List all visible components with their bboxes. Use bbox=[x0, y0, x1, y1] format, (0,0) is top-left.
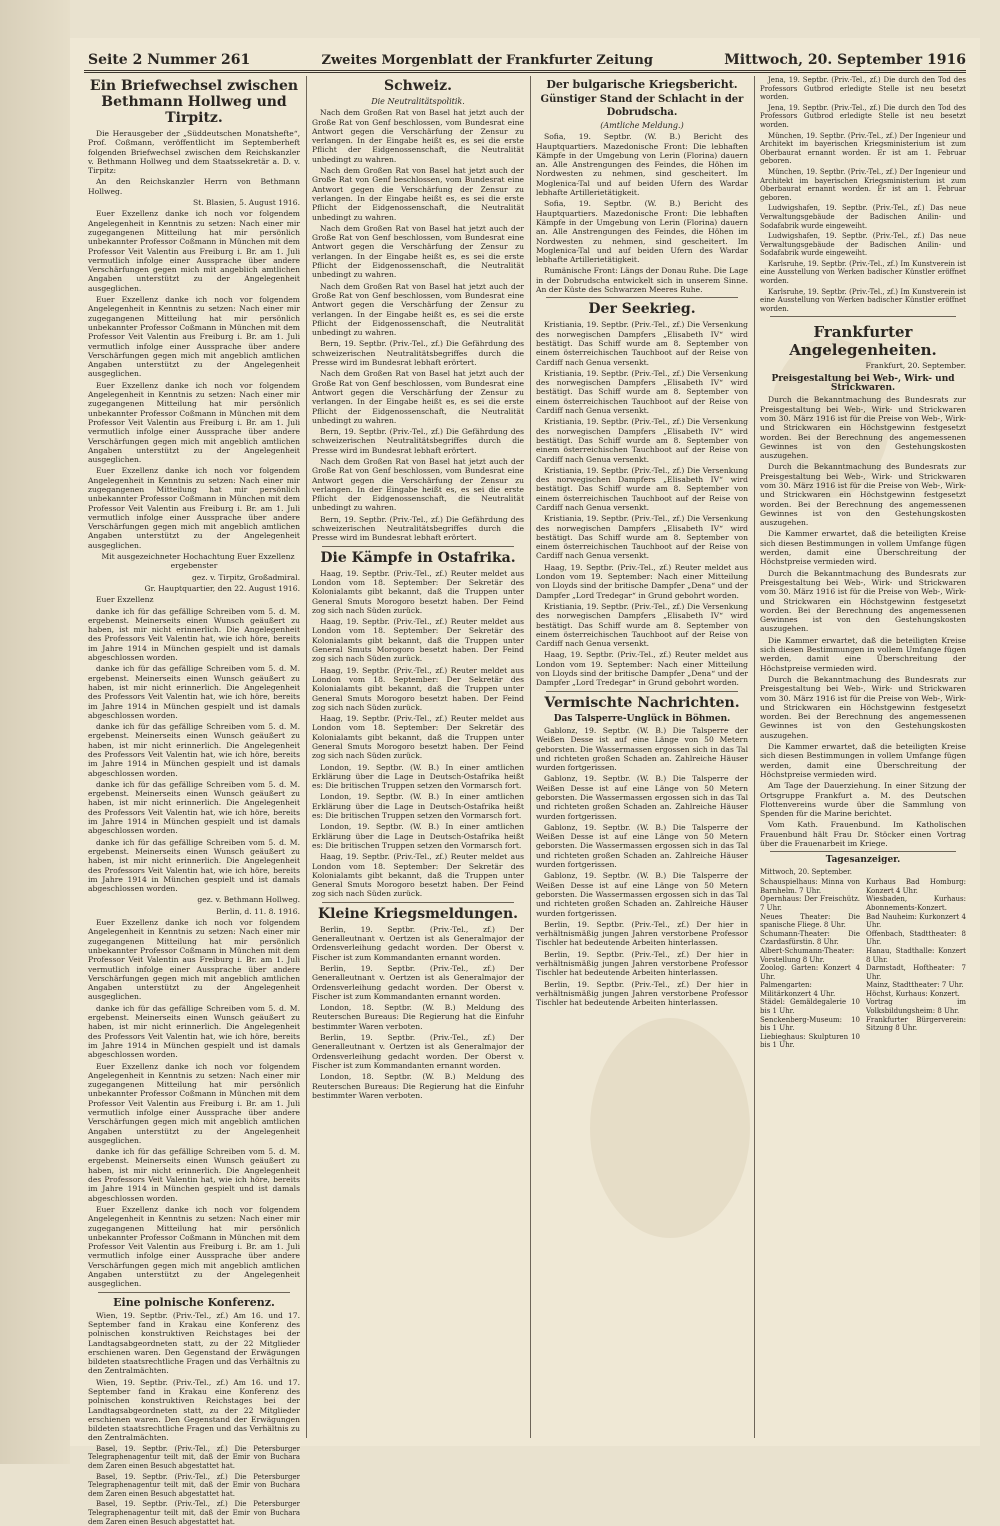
article-title: Schweiz. bbox=[384, 78, 452, 94]
article-text: danke ich für das gefällige Schreiben vom 5. d. M. ergebenst. Meinerseits einen Wunsch geäußert zu haben, ist mir nicht erinnerlich. Die Angelegenheit des Professors Veit Valentin hat, wie ich höre, bereits im Jahre 1914 in München gespielt und ist damals abgeschlossen worden. bbox=[88, 606, 300, 663]
article-text: Euer Exzellenz danke ich noch vor folgendem Angelegenheit in Kenntnis zu setzen: Nach einer mir zugegangenen Mitteilung hat mir persönlich unbekannter Professor Coßmann in München mit dem Professor Veit Valentin aus Freiburg i. Br. am 1. Juli vermutlich infolge einer Aussprache über andere Verschärfungen gegen mich mit angeblich amtlichen Angaben unterstützt zu der Angelegenheit ausgeglichen. bbox=[88, 209, 300, 293]
article-text: Ludwigshafen, 19. Septbr. (Priv.-Tel., zf.) Das neue Verwaltungsgebäude der Badischen Anilin- und Sodafabrik wurde eingeweiht. bbox=[760, 204, 966, 230]
column-rule bbox=[754, 76, 755, 1438]
article-text: London, 18. Septbr. (W. B.) Meldung des Reuterschen Bureaus: Die Regierung hat die Einfuhr bestimmter Waren verboten. bbox=[312, 1003, 524, 1031]
article-text: Die Kammer erwartet, daß die beteiligten Kreise sich diesen Bestimmungen in vollem Umfange fügen werden, damit eine Überschreitung der Höchstpreise vermieden wird. bbox=[760, 635, 966, 673]
listing-item: Städel: Gemäldegalerie 10 bis 1 Uhr. bbox=[760, 998, 860, 1016]
article-text: Basel, 19. Septbr. (Priv.-Tel., zf.) Die Petersburger Telegraphenagentur teilt mit, daß der Emir von Buchara dem Zaren einen Besuch abgestattet hat. bbox=[88, 1444, 300, 1470]
article-text: Berlin, 19. Septbr. (Priv.-Tel., zf.) Der hier in verhältnismäßig jungen Jahren verstorbene Professor Tischler hat bedeutende Arbeiten hinterlassen. bbox=[536, 919, 748, 948]
salutation: Euer Exzellenz bbox=[96, 595, 154, 605]
listing-item: Hanau, Stadthalle: Konzert 8 Uhr. bbox=[866, 946, 966, 964]
article-text: Vom Kath. Frauenbund. Im Katholischen Frauenbund hält Frau Dr. Stöcker einen Vortrag über die Frauenarbeit im Kriege. bbox=[760, 820, 966, 848]
section-title: Frankfurter Angelegenheiten. bbox=[789, 323, 937, 360]
article-text: Kristiania, 19. Septbr. (Priv.-Tel., zf.) Die Versenkung des norwegischen Dampfers „Elisabeth IV“ wird bestätigt. Das Schiff wurde am 8. September von einem österreichischen Tauchboot auf der Reise von Cardiff nach Genua versenkt. bbox=[536, 417, 748, 464]
article-text: Durch die Bekanntmachung des Bundesrats zur Preisgestaltung bei Web-, Wirk- und Strickwaren vom 30. März 1916 ist für die Preise von Web-, Wirk- und Strickwaren ein Höchstgewinn festgesetzt worden. Bei der Berechnung des angemessenen Gewinnes ist von den Gestehungskosten auszugehen. bbox=[760, 462, 966, 528]
column-rule bbox=[306, 76, 307, 1438]
dateline: Frankfurt, 20. September. bbox=[865, 361, 966, 371]
article-text: Nach dem Großen Rat von Basel hat jetzt auch der Große Rat von Genf beschlossen, vom Bundesrat eine Antwort gegen die Verschärfung der Zensur zu verlangen. In der Eingabe heißt es, es sei die erste Pflicht der Eidgenossenschaft, die Neutralität unbedingt zu wahren. bbox=[312, 166, 524, 222]
article-text: Gablonz, 19. Septbr. (W. B.) Die Talsperre der Weißen Desse ist auf eine Länge von 50 Metern geborsten. Die Wassermassen ergossen sich in das Tal und richteten großen Schaden an. Zahlreiche Häuser wurden fortgerissen. bbox=[536, 871, 748, 918]
listing-item: Albert-Schumann-Theater: Vorstellung 8 Uhr. bbox=[760, 946, 855, 964]
dateline: Berlin, d. 11. 8. 1916. bbox=[216, 906, 300, 916]
listings bbox=[760, 878, 966, 1050]
article-text: Nach dem Großen Rat von Basel hat jetzt auch der Große Rat von Genf beschlossen, vom Bundesrat eine Antwort gegen die Verschärfung der Zensur zu verlangen. In der Eingabe heißt es, es sei die erste Pflicht der Eidgenossenschaft, die Neutralität unbedingt zu wahren. bbox=[312, 369, 524, 425]
listing-item: Kurhaus Bad Homburg: Konzert 4 Uhr. bbox=[866, 878, 966, 895]
article-text: Die Herausgeber der „Süddeutschen Monatshefte“, Prof. Coßmann, veröffentlicht im Septemberheft folgenden Briefwechsel zwischen dem Reichskanzler v. Bethmann Hollweg und dem Staatssekretär a. D. v. Tirpitz: bbox=[88, 129, 300, 176]
listing-item: Schumann-Theater: Die Czardasfürstin. 8 Uhr. bbox=[760, 929, 860, 947]
article-text: London, 19. Septbr. (W. B.) In einer amtlichen Erklärung über die Lage in Deutsch-Ostafrika heißt es: Die britischen Truppen setzen den Vormarsch fort. bbox=[312, 822, 524, 850]
article-text: Nach dem Großen Rat von Basel hat jetzt auch der Große Rat von Genf beschlossen, vom Bundesrat eine Antwort gegen die Verschärfung der Zensur zu verlangen. In der Eingabe heißt es, es sei die erste Pflicht der Eidgenossenschaft, die Neutralität unbedingt zu wahren. bbox=[312, 456, 524, 513]
divider bbox=[770, 851, 956, 852]
article-text: Berlin, 19. Septbr. (Priv.-Tel., zf.) Der Generalleutnant v. Oertzen ist als Generalmajor der Ordensverleihung gedacht worden. Der Oberst v. Fischer ist zum Kommandanten ernannt worden. bbox=[312, 1033, 524, 1070]
article-text: Haag, 19. Septbr. (Priv.-Tel., zf.) Reuter meldet aus London vom 19. September: Nach einer Mitteilung von Lloyds sind der britische Dampfer „Dena“ und der Dampfer „Lord Tredegar“ in Grund gebohrt worden. bbox=[536, 562, 748, 600]
page-edge bbox=[0, 0, 70, 1464]
article-text: Euer Exzellenz danke ich noch vor folgendem Angelegenheit in Kenntnis zu setzen: Nach einer mir zugegangenen Mitteilung hat mir persönlich unbekannter Professor Coßmann in München mit dem Professor Veit Valentin aus Freiburg i. Br. am 1. Juli vermutlich infolge einer Aussprache über andere Verschärfungen gegen mich mit angeblich amtlichen Angaben unterstützt zu der Angelegenheit ausgeglichen. bbox=[88, 466, 300, 550]
divider bbox=[546, 297, 738, 298]
article-text: Haag, 19. Septbr. (Priv.-Tel., zf.) Reuter meldet aus London vom 18. September: Der Sekretär des Kolonialamts gibt bekannt, daß die Truppen unter General Smuts Morogoro besetzt haben. Der Feind zog sich nach Süden zurück. bbox=[312, 852, 524, 899]
article-text: Euer Exzellenz danke ich noch vor folgendem Angelegenheit in Kenntnis zu setzen: Nach einer mir zugegangenen Mitteilung hat mir persönlich unbekannter Professor Coßmann in München mit dem Professor Veit Valentin aus Freiburg i. Br. am 1. Juli vermutlich infolge einer Aussprache über andere Verschärfungen gegen mich mit angeblich amtlichen Angaben unterstützt zu der Angelegenheit ausgeglichen. bbox=[88, 295, 300, 379]
article-text: Jena, 19. Septbr. (Priv.-Tel., zf.) Die durch den Tod des Professors Gutbrod erledigte Stelle ist neu besetzt worden. bbox=[760, 103, 966, 129]
listing-item: Palmengarten: Militärkonzert 4 Uhr. bbox=[760, 981, 836, 998]
listing-item: Opernhaus: Der Freischütz. 7 Uhr. bbox=[760, 895, 860, 912]
listing-item: Höchst, Kurhaus: Konzert. bbox=[866, 989, 960, 998]
article-text: Karlsruhe, 19. Septbr. (Priv.-Tel., zf.) Im Kunstverein ist eine Ausstellung von Werken badischer Künstler eröffnet worden. bbox=[760, 259, 966, 286]
listings-left bbox=[760, 878, 860, 1050]
article-text: Haag, 19. Septbr. (Priv.-Tel., zf.) Reuter meldet aus London vom 19. September: Nach einer Mitteilung von Lloyds sind der britische Dampfer „Dena“ und der Dampfer „Lord Tredegar“ in Grund gebohrt worden. bbox=[536, 650, 748, 688]
article-text: Ludwigshafen, 19. Septbr. (Priv.-Tel., zf.) Das neue Verwaltungsgebäude der Badischen Anilin- und Sodafabrik wurde eingeweiht. bbox=[760, 232, 966, 258]
article-text: Berlin, 19. Septbr. (Priv.-Tel., zf.) Der hier in verhältnismäßig jungen Jahren verstorbene Professor Tischler hat bedeutende Arbeiten hinterlassen. bbox=[536, 949, 748, 978]
dateline: Mittwoch, 20. September. bbox=[760, 867, 852, 876]
article-text: München, 19. Septbr. (Priv.-Tel., zf.) Der Ingenieur und Architekt im bayerischen Kriegsministerium ist zum Oberbaurat ernannt worden. Er ist am 1. Februar geboren. bbox=[760, 131, 966, 166]
article-title: Ein Briefwechsel zwischen Bethmann Hollweg und Tirpitz. bbox=[89, 78, 299, 126]
listing-item: Mainz, Stadttheater: 7 Uhr. bbox=[866, 981, 964, 990]
article-subtitle: Die Neutralitätspolitik. bbox=[371, 97, 465, 106]
article-text: Kristiania, 19. Septbr. (Priv.-Tel., zf.) Die Versenkung des norwegischen Dampfers „Elisabeth IV“ wird bestätigt. Das Schiff wurde am 8. September von einem österreichischen Tauchboot auf der Reise von Cardiff nach Genua versenkt. bbox=[536, 601, 748, 649]
article-text: Sofia, 19. Septbr. (W. B.) Bericht des Hauptquartiers. Mazedonische Front: Die lebhaften Kämpfe in der Umgebung von Lerin (Florina) dauern an. Alle Anstrengungen des Feindes, die Höhen im Nordwesten zu nehmen, sind gescheitert. Im Moglenica-Tal und auf beiden Ufern des Wardar lebhafte Artillerietätigkeit. bbox=[536, 199, 748, 265]
article-text: Nach dem Großen Rat von Basel hat jetzt auch der Große Rat von Genf beschlossen, vom Bundesrat eine Antwort gegen die Verschärfung der Zensur zu verlangen. In der Eingabe heißt es, es sei die erste Pflicht der Eidgenossenschaft, die Neutralität unbedingt zu wahren. bbox=[312, 108, 524, 164]
article-text: Kristiania, 19. Septbr. (Priv.-Tel., zf.) Die Versenkung des norwegischen Dampfers „Elisabeth IV“ wird bestätigt. Das Schiff wurde am 8. September von einem österreichischen Tauchboot auf der Reise von Cardiff nach Genua versenkt. bbox=[536, 514, 748, 561]
article-text: Durch die Bekanntmachung des Bundesrats zur Preisgestaltung bei Web-, Wirk- und Strickwaren vom 30. März 1916 ist für die Preise von Web-, Wirk- und Strickwaren ein Höchstgewinn festgesetzt worden. Bei der Berechnung des angemessenen Gewinnes ist von den Gestehungskosten auszugehen. bbox=[760, 395, 966, 461]
article-text: Kristiania, 19. Septbr. (Priv.-Tel., zf.) Die Versenkung des norwegischen Dampfers „Elisabeth IV“ wird bestätigt. Das Schiff wurde am 8. September von einem österreichischen Tauchboot auf der Reise von Cardiff nach Genua versenkt. bbox=[536, 320, 748, 367]
signature: gez. v. Tirpitz, Großadmiral. bbox=[191, 572, 300, 582]
article-text: danke ich für das gefällige Schreiben vom 5. d. M. ergebenst. Meinerseits einen Wunsch geäußert zu haben, ist mir nicht erinnerlich. Die Angelegenheit des Professors Veit Valentin hat, wie ich höre, bereits im Jahre 1914 in München gespielt und ist damals abgeschlossen worden. bbox=[88, 1003, 300, 1060]
article-text: Bern, 19. Septbr. (Priv.-Tel., zf.) Die Gefährdung des schweizerischen Neutralitätsbegriffes durch die Presse wird im Bundesrat lebhaft erörtert. bbox=[312, 427, 524, 455]
divider bbox=[546, 691, 738, 692]
article-title: Kleine Kriegsmeldungen. bbox=[317, 905, 519, 922]
listing-item: Vortrag im Volksbildungsheim: 8 Uhr. bbox=[866, 998, 966, 1016]
dateline: St. Blasien, 5. August 1916. bbox=[192, 198, 300, 208]
listing-item: Wiesbaden, Kurhaus: Abonnements-Konzert. bbox=[866, 895, 966, 912]
article-text: Wien, 19. Septbr. (Priv.-Tel., zf.) Am 16. und 17. September fand in Krakau eine Konferenz des polnischen konstruktiven Reichstages bei der Landtagsabgeordneten statt, zu der 22 Mitglieder erschienen waren. Den Gegenstand der Erwägungen bildeten staatsrechtliche Fragen und das Verhältnis zu den Zentralmächten. bbox=[88, 1377, 300, 1443]
article-text: Berlin, 19. Septbr. (Priv.-Tel., zf.) Der Generalleutnant v. Oertzen ist als Generalmajor der Ordensverleihung gedacht worden. Der Oberst v. Fischer ist zum Kommandanten ernannt worden. bbox=[312, 924, 524, 962]
article-text: Gablonz, 19. Septbr. (W. B.) Die Talsperre der Weißen Desse ist auf eine Länge von 50 Metern geborsten. Die Wassermassen ergossen sich in das Tal und richteten großen Schaden an. Zahlreiche Häuser wurden fortgerissen. bbox=[536, 774, 748, 821]
article-subtitle: Günstiger Stand der Schlacht in der Dobrudscha. bbox=[540, 94, 744, 118]
column-4 bbox=[760, 76, 966, 1438]
listing-item: Zoolog. Garten: Konzert 4 Uhr. bbox=[760, 964, 860, 981]
article-text: Am Tage der Dauerziehung. In einer Sitzung der Ortsgruppe Frankfurt a. M. des Deutschen Flottenvereins wurde über die Sammlung von Spenden für die Marine berichtet. bbox=[760, 781, 966, 819]
article-text: Haag, 19. Septbr. (Priv.-Tel., zf.) Reuter meldet aus London vom 18. September: Der Sekretär des Kolonialamts gibt bekannt, daß die Truppen unter General Smuts Morogoro besetzt haben. Der Feind zog sich nach Süden zurück. bbox=[312, 617, 524, 664]
article-text: danke ich für das gefällige Schreiben vom 5. d. M. ergebenst. Meinerseits einen Wunsch geäußert zu haben, ist mir nicht erinnerlich. Die Angelegenheit des Professors Veit Valentin hat, wie ich höre, bereits im Jahre 1914 in München gespielt und ist damals abgeschlossen worden. bbox=[88, 722, 300, 778]
article-text: Bern, 19. Septbr. (Priv.-Tel., zf.) Die Gefährdung des schweizerischen Neutralitätsbegriffes durch die Presse wird im Bundesrat lebhaft erörtert. bbox=[312, 514, 524, 543]
listing-item: Liebieghaus: Skulpturen 10 bis 1 Uhr. bbox=[760, 1032, 860, 1050]
article-text: Kristiania, 19. Septbr. (Priv.-Tel., zf.) Die Versenkung des norwegischen Dampfers „Elisabeth IV“ wird bestätigt. Das Schiff wurde am 8. September von einem österreichischen Tauchboot auf der Reise von Cardiff nach Genua versenkt. bbox=[536, 368, 748, 416]
article-text: Euer Exzellenz danke ich noch vor folgendem Angelegenheit in Kenntnis zu setzen: Nach einer mir zugegangenen Mitteilung hat mir persönlich unbekannter Professor Coßmann in München mit dem Professor Veit Valentin aus Freiburg i. Br. am 1. Juli vermutlich infolge einer Aussprache über andere Verschärfungen gegen mich mit angeblich amtlichen Angaben unterstützt zu der Angelegenheit ausgeglichen. bbox=[88, 1204, 300, 1289]
column-2 bbox=[312, 76, 524, 1438]
listing-item: Neues Theater: Die spanische Fliege. 8 Uhr. bbox=[760, 912, 860, 930]
article-text: Bern, 19. Septbr. (Priv.-Tel., zf.) Die Gefährdung des schweizerischen Neutralitätsbegriffes durch die Presse wird im Bundesrat lebhaft erörtert. bbox=[312, 339, 524, 368]
article-text: Die Kammer erwartet, daß die beteiligten Kreise sich diesen Bestimmungen in vollem Umfange fügen werden, damit eine Überschreitung der Höchstpreise vermieden wird. bbox=[760, 742, 966, 779]
divider bbox=[770, 316, 956, 317]
article-title: Vermischte Nachrichten. bbox=[544, 694, 740, 711]
listing-item: Senckenberg-Museum: 10 bis 1 Uhr. bbox=[760, 1015, 860, 1033]
article-text: München, 19. Septbr. (Priv.-Tel., zf.) Der Ingenieur und Architekt im bayerischen Kriegsministerium ist zum Oberbaurat ernannt worden. Er ist am 1. Februar geboren. bbox=[760, 167, 966, 202]
article-text: Nach dem Großen Rat von Basel hat jetzt auch der Große Rat von Genf beschlossen, vom Bundesrat eine Antwort gegen die Verschärfung der Zensur zu verlangen. In der Eingabe heißt es, es sei die erste Pflicht der Eidgenossenschaft, die Neutralität unbedingt zu wahren. bbox=[312, 223, 524, 280]
article-text: Haag, 19. Septbr. (Priv.-Tel., zf.) Reuter meldet aus London vom 18. September: Der Sekretär des Kolonialamts gibt bekannt, daß die Truppen unter General Smuts Morogoro besetzt haben. Der Feind zog sich nach Süden zurück. bbox=[312, 665, 524, 712]
listing-item: Frankfurter Bürgerverein: Sitzung 8 Uhr. bbox=[866, 1015, 966, 1033]
newspaper-page bbox=[70, 38, 980, 1526]
article-text: Rumänische Front: Längs der Donau Ruhe. Die Lage in der Dobrudscha entwickelt sich in unserem Sinne. An der Küste des Schwarzen Meeres Ruhe. bbox=[536, 266, 748, 295]
issue-date: Mittwoch, 20. September 1916 bbox=[724, 52, 966, 68]
signature: gez. v. Bethmann Hollweg. bbox=[197, 895, 300, 905]
article-title: Eine polnische Konferenz. bbox=[113, 1295, 275, 1309]
article-text: Durch die Bekanntmachung des Bundesrats zur Preisgestaltung bei Web-, Wirk- und Strickwaren vom 30. März 1916 ist für die Preise von Web-, Wirk- und Strickwaren ein Höchstgewinn festgesetzt worden. Bei der Berechnung des angemessenen Gewinnes ist von den Gestehungskosten auszugehen. bbox=[760, 674, 966, 740]
divider bbox=[98, 1292, 290, 1293]
article-title: Der bulgarische Kriegsbericht. bbox=[546, 78, 738, 91]
article-text: danke ich für das gefällige Schreiben vom 5. d. M. ergebenst. Meinerseits einen Wunsch geäußert zu haben, ist mir nicht erinnerlich. Die Angelegenheit des Professors Veit Valentin hat, wie ich höre, bereits im Jahre 1914 in München gespielt und ist damals abgeschlossen worden. bbox=[88, 837, 300, 894]
article-text: Euer Exzellenz danke ich noch vor folgendem Angelegenheit in Kenntnis zu setzen: Nach einer mir zugegangenen Mitteilung hat mir persönlich unbekannter Professor Coßmann in München mit dem Professor Veit Valentin aus Freiburg i. Br. am 1. Juli vermutlich infolge einer Aussprache über andere Verschärfungen gegen mich mit angeblich amtlichen Angaben unterstützt zu der Angelegenheit ausgeglichen. bbox=[88, 918, 300, 1002]
article-text: An den Reichskanzler Herrn von Bethmann Hollweg. bbox=[88, 177, 300, 196]
masthead bbox=[88, 46, 966, 68]
article-text: Euer Exzellenz danke ich noch vor folgendem Angelegenheit in Kenntnis zu setzen: Nach einer mir zugegangenen Mitteilung hat mir persönlich unbekannter Professor Coßmann in München mit dem Professor Veit Valentin aus Freiburg i. Br. am 1. Juli vermutlich infolge einer Aussprache über andere Verschärfungen gegen mich mit angeblich amtlichen Angaben unterstützt zu der Angelegenheit ausgeglichen. bbox=[88, 380, 300, 465]
article-text: Berlin, 19. Septbr. (Priv.-Tel., zf.) Der Generalleutnant v. Oertzen ist als Generalmajor der Ordensverleihung gedacht worden. Der Oberst v. Fischer ist zum Kommandanten ernannt worden. bbox=[312, 963, 524, 1001]
article-note: (Amtliche Meldung.) bbox=[600, 121, 684, 130]
article-subtitle: Das Talsperre-Unglück in Böhmen. bbox=[553, 713, 731, 724]
divider bbox=[322, 902, 514, 903]
column-1 bbox=[88, 76, 300, 1526]
article-text: Sofia, 19. Septbr. (W. B.) Bericht des Hauptquartiers. Mazedonische Front: Die lebhaften Kämpfe in der Umgebung von Lerin (Florina) dauern an. Alle Anstrengungen des Feindes, die Höhen im Nordwesten zu nehmen, sind gescheitert. Im Moglenica-Tal und auf beiden Ufern des Wardar lebhafte Artillerietätigkeit. bbox=[536, 132, 748, 198]
divider bbox=[322, 546, 514, 547]
article-text: Berlin, 19. Septbr. (Priv.-Tel., zf.) Der hier in verhältnismäßig jungen Jahren verstorbene Professor Tischler hat bedeutende Arbeiten hinterlassen. bbox=[536, 979, 748, 1008]
listing-item: Schauspielhaus: Minna von Barnhelm. 7 Uhr. bbox=[760, 878, 860, 895]
article-text: Gablonz, 19. Septbr. (W. B.) Die Talsperre der Weißen Desse ist auf eine Länge von 50 Metern geborsten. Die Wassermassen ergossen sich in das Tal und richteten großen Schaden an. Zahlreiche Häuser wurden fortgerissen. bbox=[536, 725, 748, 773]
dateline: Gr. Hauptquartier, den 22. August 1916. bbox=[144, 583, 300, 593]
article-title: Die Kämpfe in Ostafrika. bbox=[320, 549, 516, 566]
column-rule bbox=[530, 76, 531, 1438]
article-text: Euer Exzellenz danke ich noch vor folgendem Angelegenheit in Kenntnis zu setzen: Nach einer mir zugegangenen Mitteilung hat mir persönlich unbekannter Professor Coßmann in München mit dem Professor Veit Valentin aus Freiburg i. Br. am 1. Juli vermutlich infolge einer Aussprache über andere Verschärfungen gegen mich mit angeblich amtlichen Angaben unterstützt zu der Angelegenheit ausgeglichen. bbox=[88, 1061, 300, 1145]
article-text: Die Kammer erwartet, daß die beteiligten Kreise sich diesen Bestimmungen in vollem Umfange fügen werden, damit eine Überschreitung der Höchstpreise vermieden wird. bbox=[760, 529, 966, 567]
listings-right bbox=[866, 878, 966, 1050]
listing-item: Bad Nauheim: Kurkonzert 4 Uhr. bbox=[866, 912, 966, 930]
article-text: Gablonz, 19. Septbr. (W. B.) Die Talsperre der Weißen Desse ist auf eine Länge von 50 Metern geborsten. Die Wassermassen ergossen sich in das Tal und richteten großen Schaden an. Zahlreiche Häuser wurden fortgerissen. bbox=[536, 822, 748, 870]
article-text: Kristiania, 19. Septbr. (Priv.-Tel., zf.) Die Versenkung des norwegischen Dampfers „Elisabeth IV“ wird bestätigt. Das Schiff wurde am 8. September von einem österreichischen Tauchboot auf der Reise von Cardiff nach Genua versenkt. bbox=[536, 465, 748, 512]
article-text: London, 19. Septbr. (W. B.) In einer amtlichen Erklärung über die Lage in Deutsch-Ostafrika heißt es: Die britischen Truppen setzen den Vormarsch fort. bbox=[312, 762, 524, 791]
article-text: danke ich für das gefällige Schreiben vom 5. d. M. ergebenst. Meinerseits einen Wunsch geäußert zu haben, ist mir nicht erinnerlich. Die Angelegenheit des Professors Veit Valentin hat, wie ich höre, bereits im Jahre 1914 in München gespielt und ist damals abgeschlossen worden. bbox=[88, 1147, 300, 1203]
article-text: Basel, 19. Septbr. (Priv.-Tel., zf.) Die Petersburger Telegraphenagentur teilt mit, daß der Emir von Buchara dem Zaren einen Besuch abgestattet hat. bbox=[88, 1500, 300, 1526]
article-title: Der Seekrieg. bbox=[588, 301, 696, 318]
listing-item: Offenbach, Stadttheater: 8 Uhr. bbox=[866, 929, 966, 947]
article-text: London, 18. Septbr. (W. B.) Meldung des Reuterschen Bureaus: Die Regierung hat die Einfuhr bestimmter Waren verboten. bbox=[312, 1072, 524, 1100]
article-text: danke ich für das gefällige Schreiben vom 5. d. M. ergebenst. Meinerseits einen Wunsch geäußert zu haben, ist mir nicht erinnerlich. Die Angelegenheit des Professors Veit Valentin hat, wie ich höre, bereits im Jahre 1914 in München gespielt und ist damals abgeschlossen worden. bbox=[88, 664, 300, 720]
article-text: Haag, 19. Septbr. (Priv.-Tel., zf.) Reuter meldet aus London vom 18. September: Der Sekretär des Kolonialamts gibt bekannt, daß die Truppen unter General Smuts Morogoro besetzt haben. Der Feind zog sich nach Süden zurück. bbox=[312, 568, 524, 615]
closing: Mit ausgezeichneter Hochachtung Euer Exzellenz ergebenster bbox=[101, 552, 295, 571]
article-text: Jena, 19. Septbr. (Priv.-Tel., zf.) Die durch den Tod des Professors Gutbrod erledigte Stelle ist neu besetzt worden. bbox=[760, 76, 966, 102]
article-text: Nach dem Großen Rat von Basel hat jetzt auch der Große Rat von Genf beschlossen, vom Bundesrat eine Antwort gegen die Verschärfung der Zensur zu verlangen. In der Eingabe heißt es, es sei die erste Pflicht der Eidgenossenschaft, die Neutralität unbedingt zu wahren. bbox=[312, 281, 524, 338]
article-text: Durch die Bekanntmachung des Bundesrats zur Preisgestaltung bei Web-, Wirk- und Strickwaren vom 30. März 1916 ist für die Preise von Web-, Wirk- und Strickwaren ein Höchstgewinn festgesetzt worden. Bei der Berechnung des angemessenen Gewinnes ist von den Gestehungskosten auszugehen. bbox=[760, 568, 966, 634]
listing-item: Darmstadt, Hoftheater: 7 Uhr. bbox=[866, 964, 966, 981]
section-title: Tagesanzeiger. bbox=[825, 855, 901, 866]
page-number: Seite 2 Nummer 261 bbox=[88, 52, 251, 68]
article-text: Haag, 19. Septbr. (Priv.-Tel., zf.) Reuter meldet aus London vom 18. September: Der Sekretär des Kolonialamts gibt bekannt, daß die Truppen unter General Smuts Morogoro besetzt haben. Der Feind zog sich nach Süden zurück. bbox=[312, 714, 524, 761]
article-text: London, 19. Septbr. (W. B.) In einer amtlichen Erklärung über die Lage in Deutsch-Ostafrika heißt es: Die britischen Truppen setzen den Vormarsch fort. bbox=[312, 792, 524, 821]
article-text: Basel, 19. Septbr. (Priv.-Tel., zf.) Die Petersburger Telegraphenagentur teilt mit, daß der Emir von Buchara dem Zaren einen Besuch abgestattet hat. bbox=[88, 1472, 300, 1498]
masthead-rule bbox=[84, 70, 966, 71]
column-3 bbox=[536, 76, 748, 1438]
article-text: Wien, 19. Septbr. (Priv.-Tel., zf.) Am 16. und 17. September fand in Krakau eine Konferenz des polnischen konstruktiven Reichstages bei der Landtagsabgeordneten statt, zu der 22 Mitglieder erschienen waren. Den Gegenstand der Erwägungen bildeten staatsrechtliche Fragen und das Verhältnis zu den Zentralmächten. bbox=[88, 1310, 300, 1376]
masthead-rule bbox=[84, 72, 966, 73]
newspaper-title: Zweites Morgenblatt der Frankfurter Zeitung bbox=[321, 53, 653, 68]
article-text: danke ich für das gefällige Schreiben vom 5. d. M. ergebenst. Meinerseits einen Wunsch geäußert zu haben, ist mir nicht erinnerlich. Die Angelegenheit des Professors Veit Valentin hat, wie ich höre, bereits im Jahre 1914 in München gespielt und ist damals abgeschlossen worden. bbox=[88, 779, 300, 836]
article-title: Preisgestaltung bei Web-, Wirk- und Strickwaren. bbox=[771, 373, 955, 394]
article-text: Karlsruhe, 19. Septbr. (Priv.-Tel., zf.) Im Kunstverein ist eine Ausstellung von Werken badischer Künstler eröffnet worden. bbox=[760, 287, 966, 313]
